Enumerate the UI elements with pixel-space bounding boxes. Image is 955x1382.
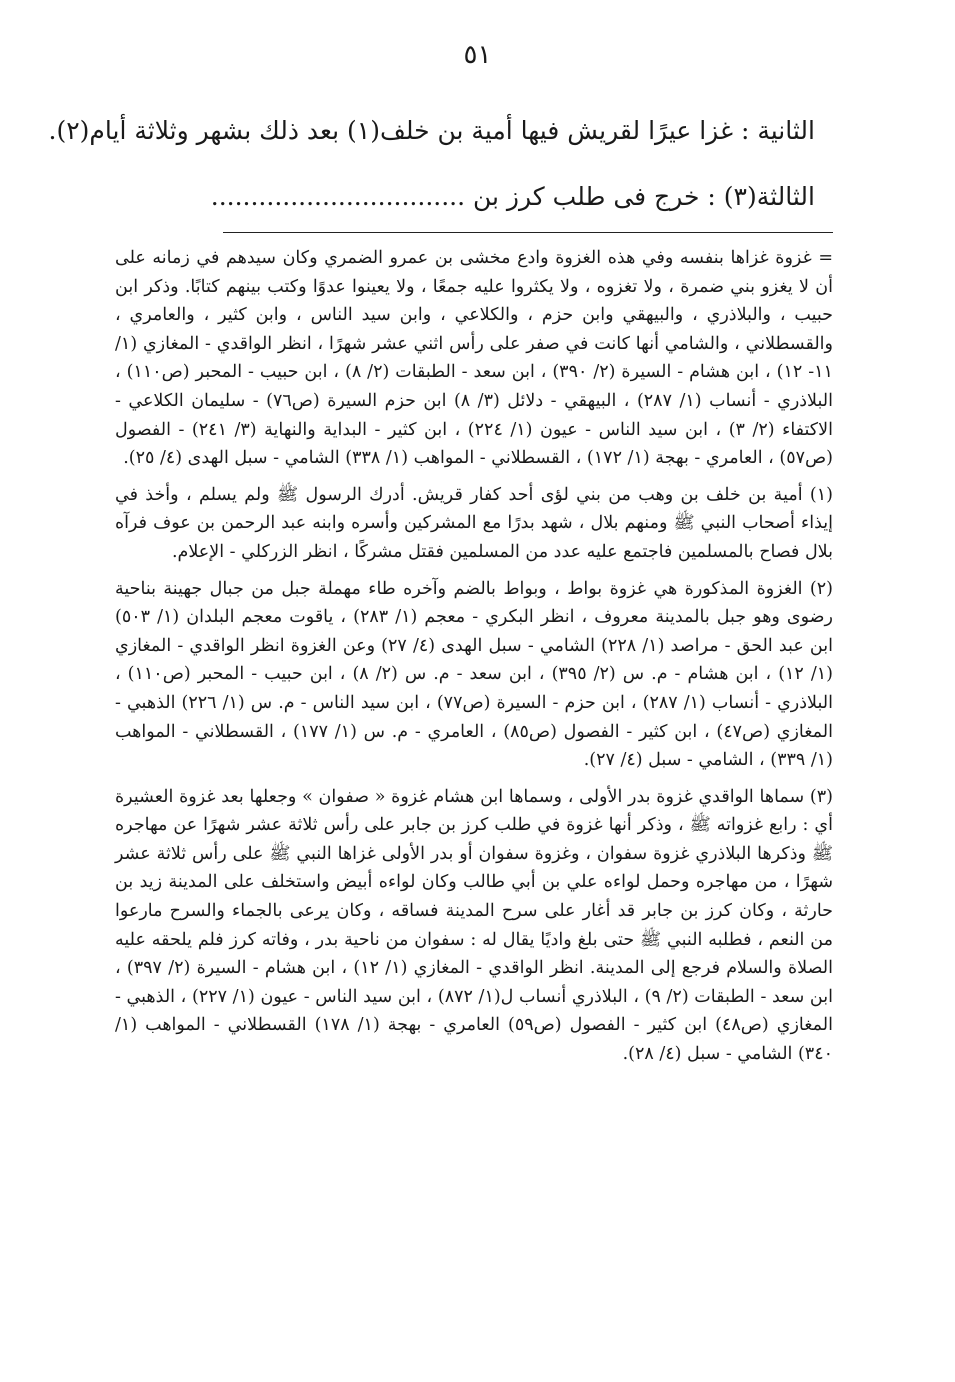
- main-line-1: الثانية : غزا عيرًا لقريش فيها أمية بن خلف(١) بعد ذلك بشهر وثلاثة أيام(٢).: [48, 116, 815, 145]
- footnote-continuation: = غزوة غزاها بنفسه وفي هذه الغزوة وادع مخشى بن عمرو الضمري وكان سيدهم في زمانه على أن لا يغزو بني ضمرة ، ولا تغزوه ، ولا يكثروا عليه جمعًا ، ولا يعينوا عدوًا وكتب بينهم كتابًا. وذكر ابن حبيب ، والبلاذري ، والبيهقي وابن حزم ، والكلاعي ، وابن سيد الناس ، وابن كثير ، والعامري ، والقسطلاني ، والشامي أنها كانت في صفر على رأس اثني عشر شهرًا ، انظر الواقدي - المغازي (١/ ١١- ١٢) ، ابن هشام - السيرة (٢/ ٣٩٠) ، ابن سعد - الطبقات (٢/ ٨) ، ابن حبيب - المحبر (ص١١٠) ، البلاذري - أنساب (١/ ٢٨٧) ، البيهقي - دلائل (٣/ ٨) ابن حزم السيرة (ص٧٦) - سليمان الكلاعي - الاكتفاء (٢/ ٣) ، ابن سيد الناس - عيون (١/ ٢٢٤) ، ابن كثير - البداية والنهاية (٣/ ٢٤١) - الفصول (ص٥٧) ، العامري - بهجة (١/ ١٧٢) ، القسطلاني - المواهب (١/ ٣٣٨) الشامي - سبل الهدى (٤/ ٢٥).: [115, 248, 833, 469]
- main-line-2: [115, 164, 815, 230]
- footnote-3: (٣) سماها الواقدي غزوة بدر الأولى ، وسماها ابن هشام غزوة « صفوان » وجعلها بعد غزوة العشيرة أي : رابع غزواته ﷺ ، وذكر أنها غزوة في طلب كرز بن جابر على رأس ثلاثة عشر شهرًا عن مهاجره ﷺ وذكرها البلاذري غزوة سفوان ، وغزوة سفوان أو بدر الأولى غزاها النبي ﷺ على رأس ثلاثة عشر شهرًا ، من مهاجره وحمل لواءه علي بن أبي طالب وكان لواءه أبيض واستخلف على المدينة زيد بن حارثة ، وكان كرز بن جابر قد أغار على سرح المدينة فساقه ، وكان يرعى بالجماء والسرح مارعوا من النعم ، فطلبه النبي ﷺ حتى بلغ واديًا يقال له : سفوان من ناحية بدر ، وفاته كرز فلم يلحقه عليه الصلاة والسلام فرجع إلى المدينة. انظر الواقدي - المغازي (١/ ١٢) ، ابن هشام - السيرة (٢/ ٣٩٧) ، ابن سعد - الطبقات (٢/ ٩) ، البلاذري أنساب ل(١/ ٨٧٢) ، ابن سيد الناس - عيون (١/ ٢٢٧) ، الذهبي - المغازي (ص٤٨) ابن كثير - الفصول (ص٥٩) العامري - بهجة (١/ ١٧٨) القسطلاني - المواهب (١/ ٣٤٠) الشامي - سبل (٤/ ٢٨).: [115, 786, 833, 1065]
- page-number: ٥١: [463, 40, 492, 70]
- footnote-separator: [223, 232, 833, 233]
- main-line-2-dots: ................................: [210, 182, 466, 211]
- footnotes: [115, 244, 833, 1077]
- main-line-2-text: الثالثة(٣) : خرج فى طلب كرز بن: [473, 182, 815, 211]
- main-text: [48, 98, 815, 230]
- footnote-1: (١) أمية بن خلف بن وهب من بني لؤى أحد كفار قريش. أدرك الرسول ﷺ ولم يسلم ، وأخذ في إيذاء أصحاب النبي ﷺ ومنهم بلال ، شهد بدرًا مع المشركين وأسره وابنه عبد الرحمن بن عوف فرآه بلال فصاح بالمسلمين فاجتمع عليه عدد من المسلمين فقتل مشركًا ، انظر الزركلي - الإعلام.: [115, 484, 833, 562]
- footnote-2: (٢) الغزوة المذكورة هي غزوة بواط ، وبواط بالضم وآخره طاء مهملة جبل من جبال جهينة بناحية رضوى وهو جبل بالمدينة معروف ، انظر البكري - معجم (١/ ٢٨٣) ، ياقوت معجم البلدان (١/ ٥٠٣) ابن عبد الحق - مراصد (١/ ٢٢٨) الشامي - سبل الهدى (٤/ ٢٧) وعن الغزوة انظر الواقدي - المغازي (١/ ١٢) ، ابن هشام - م. س (٢/ ٣٩٥) ، ابن سعد - م. س (٢/ ٨) ، ابن حبيب - المحبر (ص١١٠) ، البلاذري - أنساب (١/ ٢٨٧) ، ابن حزم - السيرة (ص٧٧) ، ابن سيد الناس - م. س (١/ ٢٢٦) الذهبي - المغازي (ص٤٧) ، ابن كثير - الفصول (ص٨٥) ، العامري - م. س (١/ ١٧٧) ، القسطلاني - المواهب (١/ ٣٣٩) ، الشامي - سبل (٤/ ٢٧).: [115, 578, 833, 771]
